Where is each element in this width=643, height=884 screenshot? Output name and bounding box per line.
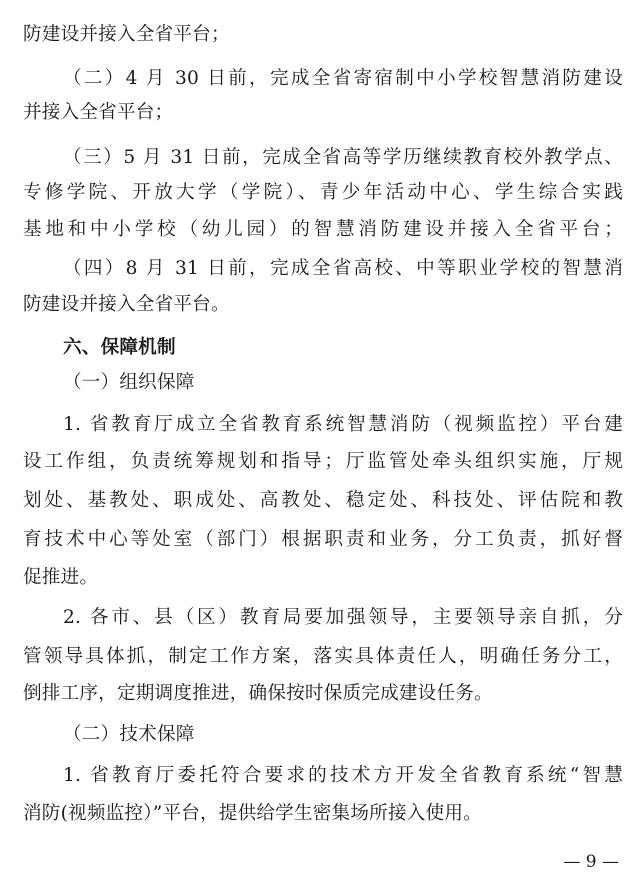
subsection-heading-organization: （一）组织保障 (63, 372, 195, 393)
text-line-point-two-cont-1: 管领导具体抓，制定工作方案，落实具体责任人，明确任务分工， (23, 646, 623, 667)
text-line-item-two-cont: 并接入全省平台； (23, 102, 174, 123)
text-line-continuation: 防建设并接入全省平台； (23, 24, 230, 45)
subsection-heading-technical: （二）技术保障 (63, 724, 195, 745)
section-heading-guarantee: 六、保障机制 (63, 337, 176, 358)
text-line-point-two-cont-2: 倒排工序，定期调度推进，确保按时保质完成建设任务。 (23, 683, 493, 704)
text-line-point-one-cont-1: 设工作组，负责统筹规划和指导；厅监管处牵头组织实施，厅规 (23, 451, 623, 472)
text-line-point-one: 1. 省教育厅成立全省教育系统智慧消防（视频监控）平台建 (63, 414, 623, 435)
text-line-item-two: （二）4 月 30 日前，完成全省寄宿制中小学校智慧消防建设 (63, 68, 623, 89)
text-line-point-one-cont-2: 划处、基教处、职成处、高教处、稳定处、科技处、评估院和教 (23, 490, 623, 511)
text-line-item-four-cont: 防建设并接入全省平台。 (23, 294, 230, 315)
text-line-tech-point-one-cont: 消防(视频监控）”平台，提供给学生密集场所接入使用。 (23, 803, 482, 824)
text-line-point-one-cont-3: 育技术中心等处室（部门）根据职责和业务，分工负责，抓好督 (23, 529, 623, 550)
page-number: — 9 — (563, 852, 619, 872)
text-line-item-three-cont-1: 专修学院、开放大学（学院）、青少年活动中心、学生综合实践 (23, 182, 623, 203)
text-line-item-four: （四）8 月 31 日前，完成全省高校、中等职业学校的智慧消 (63, 258, 623, 279)
text-line-point-two: 2. 各市、县（区）教育局要加强领导，主要领导亲自抓，分 (63, 607, 623, 628)
text-line-tech-point-one: 1. 省教育厅委托符合要求的技术方开发全省教育系统“智慧 (63, 765, 623, 786)
text-line-point-one-cont-4: 促推进。 (23, 567, 99, 588)
text-line-item-three: （三）5 月 31 日前，完成全省高等学历继续教育校外教学点、 (63, 147, 623, 168)
text-line-item-three-cont-2: 基地和中小学校（幼儿园）的智慧消防建设并接入全省平台； (23, 219, 623, 240)
